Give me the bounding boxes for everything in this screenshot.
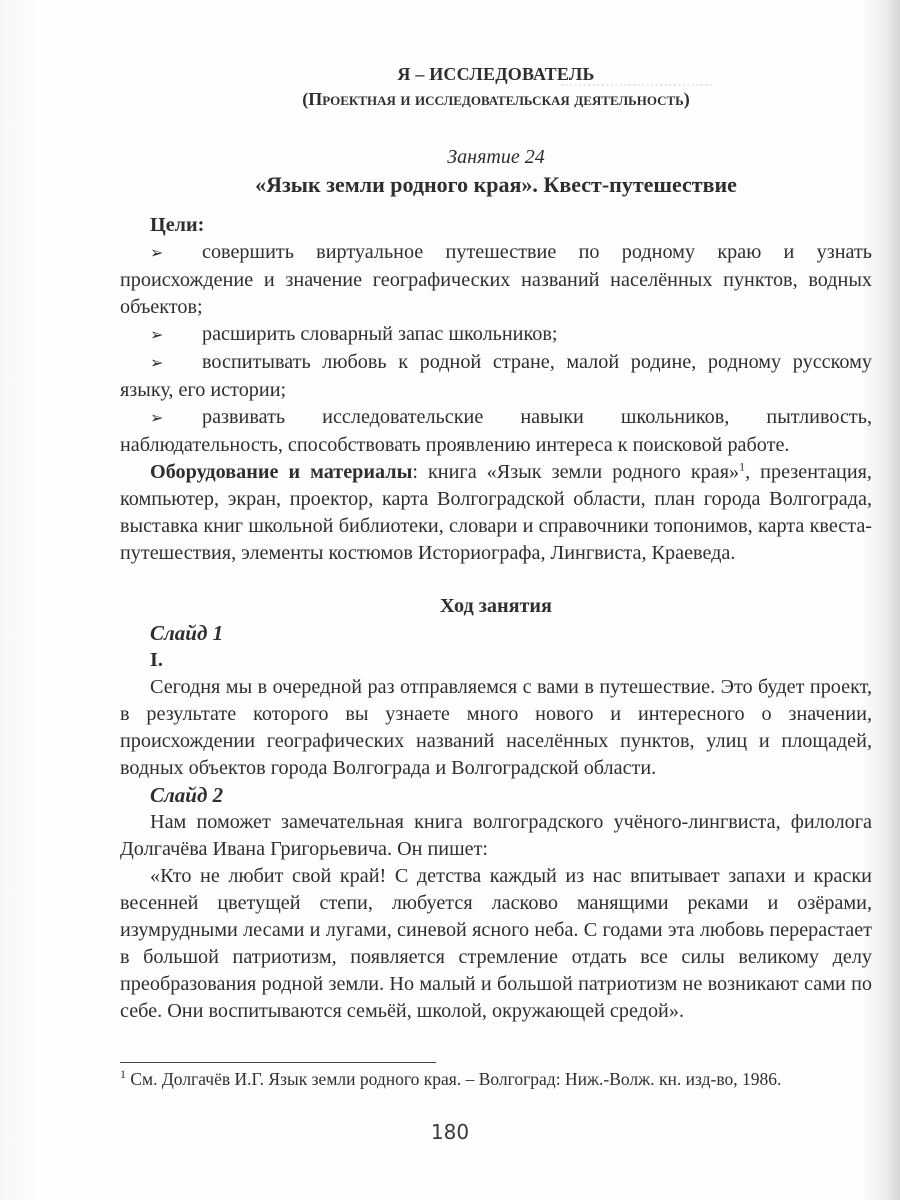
goal-item: ➢ воспитывать любовь к родной стране, малой родине, родному русскому языку, его истории; xyxy=(120,351,872,401)
procedure-heading: Ход занятия xyxy=(440,595,552,617)
arrowhead-bullet-icon: ➢ xyxy=(150,245,164,262)
footnote-text: См. Долгачёв И.Г. Язык земли родного края. – Волгоград: Ниж.-Волж. кн. изд-во, 1986. xyxy=(126,1069,782,1089)
section-subtitle: (Проектная и исследовательская деятельность) xyxy=(302,89,690,109)
lesson-number: Занятие 24 xyxy=(447,146,545,168)
goal-item: ➢ расширить словарный запас школьников; xyxy=(120,321,872,349)
section-title: Я – ИССЛЕДОВАТЕЛЬ xyxy=(397,64,595,84)
goals-label: Цели: xyxy=(150,214,205,236)
goal-item: ➢ развивать исследовательские навыки школьников, пытливость, наблюдательность, способствовать проявлению интереса к поисковой работе. xyxy=(120,406,872,456)
arrowhead-bullet-icon: ➢ xyxy=(150,410,164,427)
lesson-title: «Язык земли родного края». Квест-путешествие xyxy=(255,172,737,197)
goal-item: ➢ совершить виртуальное путешествие по родному краю и узнать происхождение и значение географических названий населённых пунктов, водных объектов; xyxy=(120,241,872,318)
arrowhead-bullet-icon: ➢ xyxy=(150,327,164,344)
slide-1-text: Сегодня мы в очередной раз отправляемся с вами в путешествие. Это будет проект, в результате которого вы узнаете много нового и интересного о значении, происхождении географических названий населённых пунктов, улиц и площадей, водных объектов города Волгограда и Волгоградской области. xyxy=(120,676,872,779)
part-number: I. xyxy=(150,649,163,671)
equipment-paragraph: Оборудование и материалы: книга «Язык земли родного края»$^1$, презентация, компьютер, экран, проектор, карта Волгоградской области, план города Волгограда, выставка книг школьной библиотеки, словари и справочники топонимов, карта квеста-путешествия, элементы костюмов Историографа, Лингвиста, Краеведа. xyxy=(120,459,872,564)
equipment-label: Оборудование и материалы xyxy=(150,461,413,483)
page-content xyxy=(120,62,872,1025)
footnote-divider xyxy=(120,1062,436,1063)
page-number: 180 xyxy=(430,1120,470,1144)
slide-2-label: Слайд 2 xyxy=(150,783,224,807)
footnote-marker: 1 xyxy=(120,1067,126,1082)
footnote-reference[interactable]: 1 xyxy=(739,459,746,474)
slide-2-text: Нам поможет замечательная книга волгоградского учёного-лингвиста, филолога Долгачёва Ивана Григорьевича. Он пишет: xyxy=(120,811,872,860)
show-through-text: .................................. xyxy=(560,70,713,90)
arrowhead-bullet-icon: ➢ xyxy=(150,355,164,372)
footnote xyxy=(120,1068,872,1090)
slide-2-quote: «Кто не любит свой край! С детства каждый из нас впитывает запахи и краски весенней цветущей степи, любуется ласково манящими реками и озёрами, изумрудными лесами и лугами, синевой ясного неба. С годами эта любовь перерастает в большой патриотизм, появляется стремление отдать все силы великому делу преобразования родной земли. Но малый и большой патриотизм не возникают сами по себе. Они воспитываются семьёй, школой, окружающей средой». xyxy=(120,865,872,1022)
slide-1-label: Слайд 1 xyxy=(150,621,224,645)
